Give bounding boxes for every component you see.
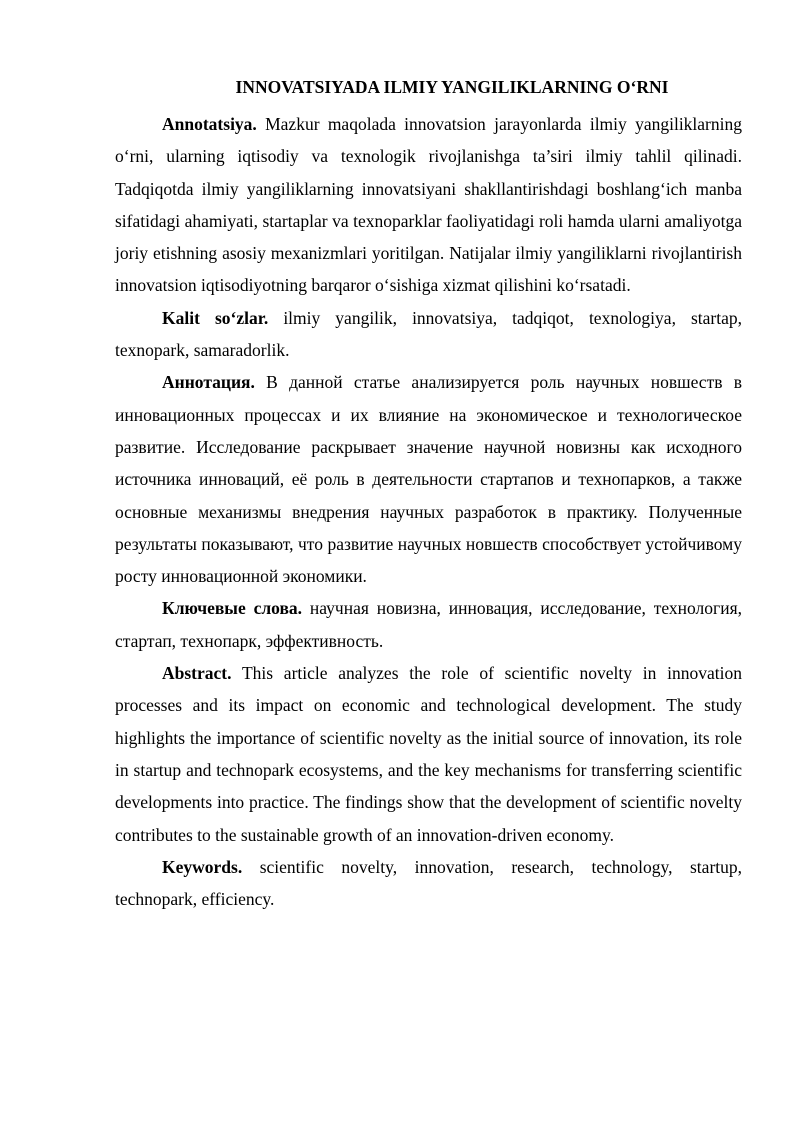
annotation-ru-text: В данной статье анализируется роль научных новшеств в инновационных процессах и их влияние на экономическое и технологическое развитие. Исследование раскрывает значение научной новизны как исходного источника инноваций, её роль в деятельности стартапов и технопарков, а также основные механизмы внедрения научных разработок в практику. Полученные результаты показывают, что развитие научных новшеств способствует устойчивому росту инновационной экономики.	[115, 372, 742, 587]
abstract-en-text: This article analyzes the role of scientific novelty in innovation processes and its impact on economic and technological development. The study highlights the importance of scientific novelty as the initial source of innovation, its role in startup and technopark ecosystems, and the key mechanisms for transferring scientific developments into practice. The findings show that the development of scientific novelty contributes to the sustainable growth of an innovation-driven economy.	[115, 663, 742, 845]
abstract-en-label: Abstract.	[162, 663, 232, 684]
annotation-ru-label: Аннотация.	[162, 372, 255, 393]
abstract-en	[115, 657, 742, 851]
keywords-ru-text: научная новизна, инновация, исследование, технология, стартап, технопарк, эффективность.	[115, 598, 742, 651]
paper-title: INNOVATSIYADA ILMIY YANGILIKLARNING O‘RNI	[235, 77, 669, 97]
annotation-uz	[115, 108, 742, 302]
keywords-en	[115, 851, 742, 916]
keywords-uz-label: Kalit so‘zlar.	[162, 307, 269, 328]
keywords-en-text: scientific novelty, innovation, research, technology, startup, technopark, efficiency.	[115, 856, 743, 910]
keywords-ru	[115, 592, 742, 657]
keywords-ru-label: Ключевые слова.	[162, 598, 303, 619]
annotation-ru	[115, 366, 742, 592]
keywords-en-label: Keywords.	[162, 856, 243, 877]
annotation-uz-text: Mazkur maqolada innovatsion jarayonlarda ilmiy yangiliklarning o‘rni, ularning iqtisodiy va texnologik rivojlanishga ta’siri ilmiy tahlil qilinadi. Tadqiqotda ilmiy yangiliklarning innovatsiyani shakllantirishdagi boshlang‘ich manba sifatidagi ahamiyati, startaplar va texnoparklar faoliyatidagi roli hamda ularni amaliyotga joriy etishning asosiy mexanizmlari yoritilgan. Natijalar ilmiy yangiliklarni rivojlantirish innovatsion iqtisodiyotning barqaror o‘sishiga xizmat qilishini ko‘rsatadi.	[115, 114, 742, 296]
annotation-uz-label: Annotatsiya.	[162, 114, 257, 134]
paper-page	[115, 73, 742, 915]
keywords-uz	[115, 302, 742, 367]
keywords-uz-text: ilmiy yangilik, innovatsiya, tadqiqot, texnologiya, startap, texnopark, samaradorlik.	[115, 307, 743, 361]
